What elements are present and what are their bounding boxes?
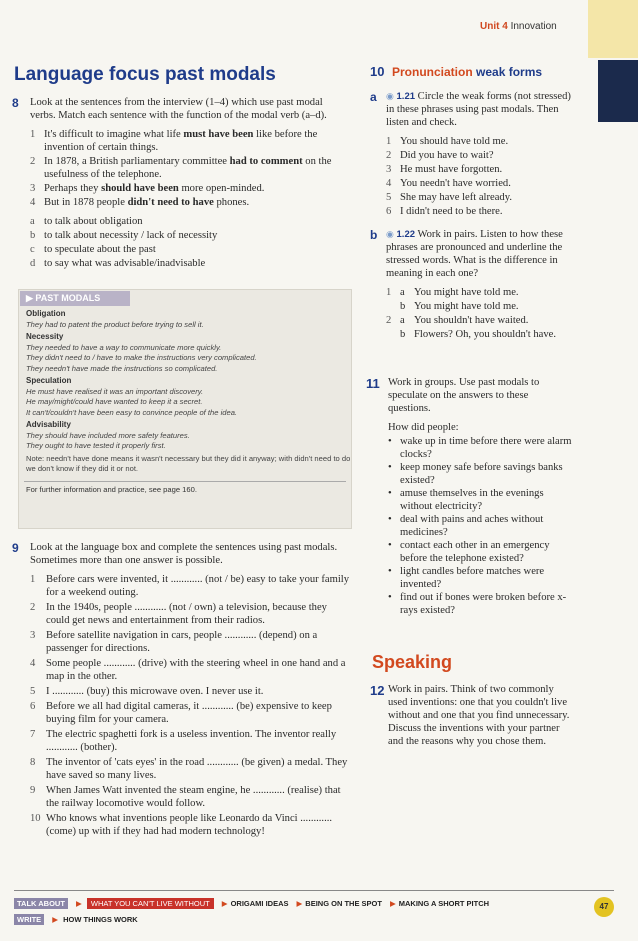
item-letter: d (30, 258, 36, 269)
ex9 (30, 541, 350, 840)
sentence-modal: had to comment (229, 156, 303, 167)
ex10b-track: 1.22 (396, 229, 416, 240)
item-text: The inventor of 'cats eyes' in the road ............ (be given) a medal. They have saved so many lives. (46, 757, 348, 781)
audio-icon: ◉ (386, 229, 394, 239)
item-number: 4 (30, 197, 36, 208)
ex9-item (30, 629, 350, 655)
sentence-pre: Perhaps they (44, 183, 102, 194)
item-number: 3 (30, 630, 36, 641)
ex8-number: 8 (12, 96, 19, 110)
item-number: 4 (30, 658, 36, 669)
ex8-sentence (30, 196, 350, 209)
item-sub: b (400, 329, 406, 340)
item-number: 5 (30, 686, 36, 697)
item-number (386, 328, 400, 341)
box-example: It can't/couldn't have been easy to convince people of the idea. (26, 407, 238, 417)
ex8-functions (30, 215, 350, 270)
ex9-items (30, 573, 350, 838)
box-example: They needn't have made the instructions so complicated. (26, 363, 218, 373)
item-text: Some people ............ (drive) with the steering wheel in one hand and a map in the other. (46, 658, 346, 682)
ex9-number: 9 (12, 541, 19, 555)
ex8-sentence (30, 155, 350, 181)
item-number: 9 (30, 785, 36, 796)
ex10a-items (386, 135, 571, 218)
ex10b-items (386, 286, 571, 341)
ex10a (386, 90, 571, 219)
footer-link[interactable]: ORIGAMI IDEAS (230, 899, 289, 908)
item-text: to talk about necessity / lack of necessity (44, 230, 218, 241)
ex11-bullet (388, 435, 573, 461)
ex8-function (30, 215, 350, 228)
bullet-icon: • (388, 462, 392, 473)
ex9-item (30, 573, 350, 599)
ex11-number: 11 (366, 376, 380, 391)
box-example: They needed to have a way to communicate more quickly. (26, 342, 222, 352)
ex11-bullet (388, 461, 573, 487)
ex10a-item (386, 191, 571, 204)
ex8-function (30, 243, 350, 256)
item-text: Who knows what inventions people like Leonardo da Vinci ............ (come) up with if they had had modern technology! (46, 813, 333, 837)
ex10a-label: a (370, 90, 377, 104)
item-text: She may have left already. (400, 192, 512, 203)
sentence-post: more open-minded. (178, 183, 265, 194)
bullet-text: amuse themselves in the evenings without electricity? (400, 488, 544, 512)
box-footer: For further information and practice, see page 160. (24, 481, 346, 497)
item-number: 4 (386, 178, 392, 189)
box-example: He may/might/could have wanted to keep it a secret. (26, 397, 203, 406)
ex10-number: 10 (370, 64, 385, 79)
ex10-title (392, 65, 542, 79)
ex9-item (30, 685, 350, 698)
box-heading: ▶ PAST MODALS (20, 291, 130, 306)
sentence-modal: should have been (101, 183, 179, 194)
box-sections (19, 309, 351, 452)
item-number: 7 (30, 729, 36, 740)
ex11-bullet (388, 487, 573, 513)
unit-label: Unit 4 (480, 21, 508, 32)
box-section-title: Advisability (26, 420, 71, 429)
item-text: Did you have to wait? (400, 150, 494, 161)
sentence-post: like before the invention of certain things. (44, 129, 318, 153)
bullet-icon: • (388, 488, 392, 499)
box-example: They ought to have tested it properly first. (26, 441, 166, 450)
ex10b-label: b (370, 228, 378, 242)
item-number: 3 (30, 183, 36, 194)
footer-current-topic[interactable]: WHAT YOU CAN'T LIVE WITHOUT (87, 898, 214, 909)
speaking-heading: Speaking (372, 652, 453, 672)
arrow-icon: ▶ (389, 899, 396, 908)
item-number: 1 (386, 287, 392, 298)
item-number: 1 (386, 136, 392, 147)
ex9-item (30, 784, 350, 810)
item-text: You needn't have worried. (400, 178, 511, 189)
ex10a-item (386, 149, 571, 162)
bullet-text: find out if bones were broken before x-rays existed? (400, 592, 567, 616)
item-text: Flowers? Oh, you shouldn't have. (414, 329, 556, 340)
item-text: When James Watt invented the steam engine, he ............ (realise) that the railway locomotive would follow. (46, 785, 341, 809)
ex11-bullets (388, 435, 573, 617)
item-text: I ............ (buy) this microwave oven. I never use it. (46, 686, 264, 697)
ex10a-item (386, 135, 571, 148)
sentence-pre: But in 1878 people (44, 197, 128, 208)
item-text: to talk about obligation (44, 216, 143, 227)
ex8-function (30, 257, 350, 270)
bullet-icon: • (388, 540, 392, 551)
box-example: They should have included more safety features. (26, 430, 190, 440)
ex10a-item (386, 205, 571, 218)
bullet-icon: • (388, 514, 392, 525)
ex10b-item (386, 300, 571, 313)
box-example: He must have realised it was an important discovery. (26, 386, 204, 396)
ex10-title1: Pronunciation (392, 65, 473, 79)
item-text: I didn't need to be there. (400, 206, 503, 217)
bullet-text: wake up in time before there were alarm clocks? (400, 436, 572, 460)
ex11 (388, 376, 573, 617)
bullet-icon: • (388, 436, 392, 447)
unit-tab-blue (598, 60, 638, 122)
ex9-item (30, 657, 350, 683)
bullet-icon: • (388, 592, 392, 603)
ex10a-item (386, 177, 571, 190)
ex9-item (30, 812, 350, 838)
item-number: 1 (30, 574, 36, 585)
item-text: You shouldn't have waited. (414, 315, 529, 326)
item-text: In the 1940s, people ............ (not / own) a television, because they could get news and entertainment from their radios. (46, 602, 327, 626)
ex10a-item (386, 163, 571, 176)
arrow-icon: ▶ (221, 899, 228, 908)
item-number: 2 (30, 156, 36, 167)
unit-title: Innovation (510, 21, 557, 32)
footer-divider (14, 890, 614, 891)
ex8-instruction: Look at the sentences from the interview (1–4) which use past modal verbs. Match each sentence with the function of the modal verb (a–d). (30, 97, 327, 121)
item-number: 5 (386, 192, 392, 203)
ex10-title2: weak forms (476, 65, 543, 79)
item-text (44, 155, 350, 181)
ex12-number: 12 (370, 683, 385, 698)
ex8-sentence (30, 128, 350, 154)
item-number (386, 300, 400, 313)
item-number: 2 (386, 315, 392, 326)
ex10b-instruction: Work in pairs. Listen to how these phrases are pronounced and underline the stressed words. What is the difference in meaning in each one? (386, 229, 563, 279)
item-number: 2 (386, 150, 392, 161)
footer-write-link[interactable]: HOW THINGS WORK (63, 915, 138, 924)
item-text: Before we all had digital cameras, it ............ (be) expensive to keep buying film for your camera. (46, 701, 332, 725)
item-number: 6 (386, 206, 392, 217)
item-text: The electric spaghetti fork is a useless invention. The inventor really ............ (bother). (46, 729, 337, 753)
item-text: He must have forgotten. (400, 164, 503, 175)
item-text (44, 128, 350, 154)
ex9-instruction: Look at the language box and complete the sentences using past modals. Sometimes more than one answer is possible. (30, 542, 338, 566)
box-example: They had to patent the product before trying to sell it. (26, 319, 204, 329)
ex9-item (30, 728, 350, 754)
item-sub: a (400, 287, 405, 298)
item-text (44, 182, 350, 195)
sentence-pre: In 1878, a British parliamentary committee (44, 156, 230, 167)
ex11-bullet (388, 565, 573, 591)
sentence-post: phones. (213, 197, 250, 208)
item-text: You should have told me. (400, 136, 509, 147)
ex8-sentences (30, 128, 350, 209)
item-text: You might have told me. (414, 287, 519, 298)
ex8 (30, 96, 350, 271)
item-sub: a (400, 315, 405, 326)
ex12 (388, 683, 573, 748)
bullet-text: keep money safe before savings banks existed? (400, 462, 563, 486)
ex11-instruction: Work in groups. Use past modals to speculate on the answers to these questions. (388, 377, 540, 414)
item-number: 1 (30, 129, 36, 140)
title-part2: past modals (164, 64, 276, 85)
item-number: 10 (30, 813, 41, 824)
ex10b-item (386, 314, 571, 327)
box-section-title: Necessity (26, 332, 64, 341)
item-text: Before satellite navigation in cars, people ............ (depend) on a passenger for directions. (46, 630, 318, 654)
page-number: 47 (594, 897, 614, 917)
page-title (14, 64, 276, 86)
box-section-title: Obligation (26, 309, 66, 318)
box-example: They didn't need to / have to make the instructions very complicated. (26, 353, 257, 362)
arrow-icon: ▶ (296, 899, 303, 908)
title-part1: Language focus (14, 64, 160, 85)
ex8-function (30, 229, 350, 242)
item-text (44, 196, 350, 209)
talk-about-label: TALK ABOUT (14, 898, 68, 909)
box-note: Note: needn't have done means it wasn't necessary but they did it anyway; with didn't need to do we don't know if they did it or not. (26, 453, 351, 473)
item-number: 6 (30, 701, 36, 712)
item-number: 8 (30, 757, 36, 768)
item-text: to speculate about the past (44, 244, 156, 255)
sentence-modal: must have been (183, 129, 254, 140)
ex10b (386, 228, 571, 342)
item-sub: b (400, 301, 406, 312)
item-number: 2 (30, 602, 36, 613)
item-text: You might have told me. (414, 301, 519, 312)
ex10a-track: 1.21 (396, 91, 416, 102)
item-letter: b (30, 230, 36, 241)
footer-links (222, 899, 497, 908)
ex11-bullet (388, 591, 573, 617)
box-section-title: Speculation (26, 376, 72, 385)
ex10b-item (386, 286, 571, 299)
audio-icon: ◉ (386, 91, 394, 101)
ex8-sentence (30, 182, 350, 195)
item-text: to say what was advisable/inadvisable (44, 258, 206, 269)
ex12-instruction: Work in pairs. Think of two commonly used inventions: one that you couldn't live without and one that you find unnecessary. Discuss the inventions with your partner and the reasons why you chose them. (388, 684, 570, 747)
item-letter: a (30, 216, 35, 227)
ex11-bullet (388, 539, 573, 565)
footer-link[interactable]: MAKING A SHORT PITCH (398, 899, 490, 908)
item-letter: c (30, 244, 35, 255)
sentence-modal: didn't need to have (127, 197, 214, 208)
ex10b-item (386, 328, 571, 341)
ex9-item (30, 700, 350, 726)
bullet-icon: • (388, 566, 392, 577)
footer-link[interactable]: BEING ON THE SPOT (305, 899, 382, 908)
arrow-icon: ▶ (76, 899, 82, 908)
sentence-post: on the usefulness of the telephone. (44, 156, 332, 180)
ex11-bullet (388, 513, 573, 539)
item-number: 3 (386, 164, 392, 175)
bullet-text: light candles before matches were invented? (400, 566, 545, 590)
past-modals-box (18, 289, 352, 529)
footer-nav (14, 898, 497, 925)
unit-header (480, 21, 557, 32)
ex11-lead: How did people: (388, 422, 459, 433)
bullet-text: contact each other in an emergency before the telephone existed? (400, 540, 550, 564)
bullet-text: deal with pains and aches without medicines? (400, 514, 544, 538)
write-label: WRITE (14, 914, 44, 925)
unit-tab-yellow (588, 0, 638, 58)
ex9-item (30, 601, 350, 627)
sentence-pre: It's difficult to imagine what life (44, 129, 184, 140)
item-text: Before cars were invented, it ............ (not / be) easy to take your family for a weekend outing. (46, 574, 349, 598)
arrow-icon: ▶ (52, 915, 59, 924)
ex10a-instruction: Circle the weak forms (not stressed) in these phrases using past modals. Then listen and check. (386, 91, 571, 128)
ex9-item (30, 756, 350, 782)
